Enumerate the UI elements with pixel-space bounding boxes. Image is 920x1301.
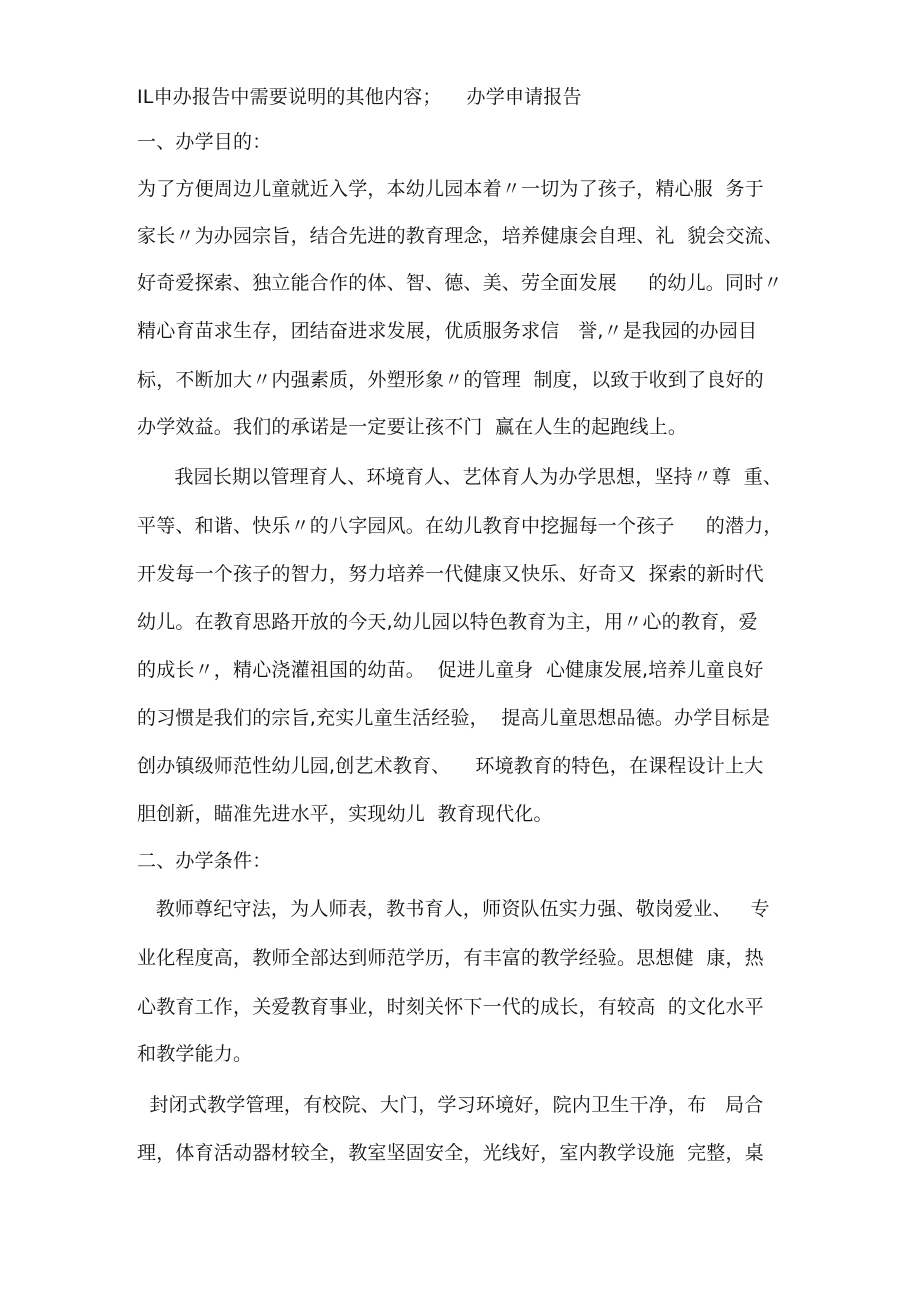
para2-line-2: 平等、和谐、快乐〃的八字园风。在幼儿教育中挖掘每一个孩子 的潜力，: [137, 515, 783, 537]
para1-line-2: 家长〃为办园宗旨，结合先进的教育理念，培养健康会自理、礼 貌会交流、: [137, 225, 784, 247]
para2-line-3: 开发每一个孩子的智力，努力培养一代健康又快乐、好奇又 探索的新时代: [137, 563, 764, 585]
para4-line-1: 封闭式教学管理，有校院、大门，学习环境好，院内卫生干净，布 局合: [137, 1094, 764, 1116]
para3-line-2: 业化程度高，教师全部达到师范学历，有丰富的教学经验。思想健 康，热: [137, 947, 764, 969]
para2-line-5: 的成长〃，精心浇灌祖国的幼苗。 促进儿童身 心健康发展,培养儿童良好: [137, 659, 764, 681]
para2-line-7: 创办镇级师范性幼儿园,创艺术教育、 环境教育的特色，在课程设计上大: [137, 755, 764, 777]
para3-line-4: 和教学能力。: [137, 1043, 253, 1065]
para2-line-4: 幼儿。在教育思路开放的今天,幼儿园以特色教育为主，用〃心的教育，爱: [137, 611, 758, 633]
para2-line-6: 的习惯是我们的宗旨,充实儿童生活经验， 提高儿童思想品德。办学目标是: [137, 707, 771, 729]
para4-line-2: 理，体育活动器材较全，教室坚固安全，光线好，室内教学设施 完整，桌: [137, 1142, 764, 1164]
section-1-title: 一、办学目的：: [137, 131, 272, 153]
para1-line-4: 精心育苗求生存，团结奋进求发展，优质服务求信 誉,〃是我园的办园目: [137, 320, 758, 342]
para3-line-1: 教师尊纪守法，为人师表，教书育人，师资队伍实力强、敬岗爱业、 专: [137, 898, 770, 920]
para1-line-3: 好奇爱探索、独立能合作的体、智、德、美、劳全面发展 的幼儿。同时〃: [137, 272, 783, 294]
para3-line-3: 心教育工作，关爱教育事业，时刻关怀下一代的成长，有较高 的文化水平: [137, 996, 764, 1018]
para2-line-8: 胆创新，瞄准先进水平，实现幼儿 教育现代化。: [137, 803, 553, 825]
para1-line-1: 为了方便周边儿童就近入学，本幼儿园本着〃一切为了孩子，精心服 务于: [137, 178, 764, 200]
para1-line-6: 办学效益。我们的承诺是一定要让孩不门 赢在人生的起跑线上。: [137, 416, 688, 438]
para1-line-5: 标，不断加大〃内强素质，外塑形象〃的管理 制度，以致于收到了良好的: [137, 369, 764, 391]
document-header: IL申办报告中需要说明的其他内容； 办学申请报告: [137, 86, 582, 108]
para2-line-1: 我园长期以管理育人、环境育人、艺体育人为办学思想，坚持〃尊 重、: [137, 466, 783, 488]
section-2-title: 二、办学条件：: [137, 850, 272, 872]
